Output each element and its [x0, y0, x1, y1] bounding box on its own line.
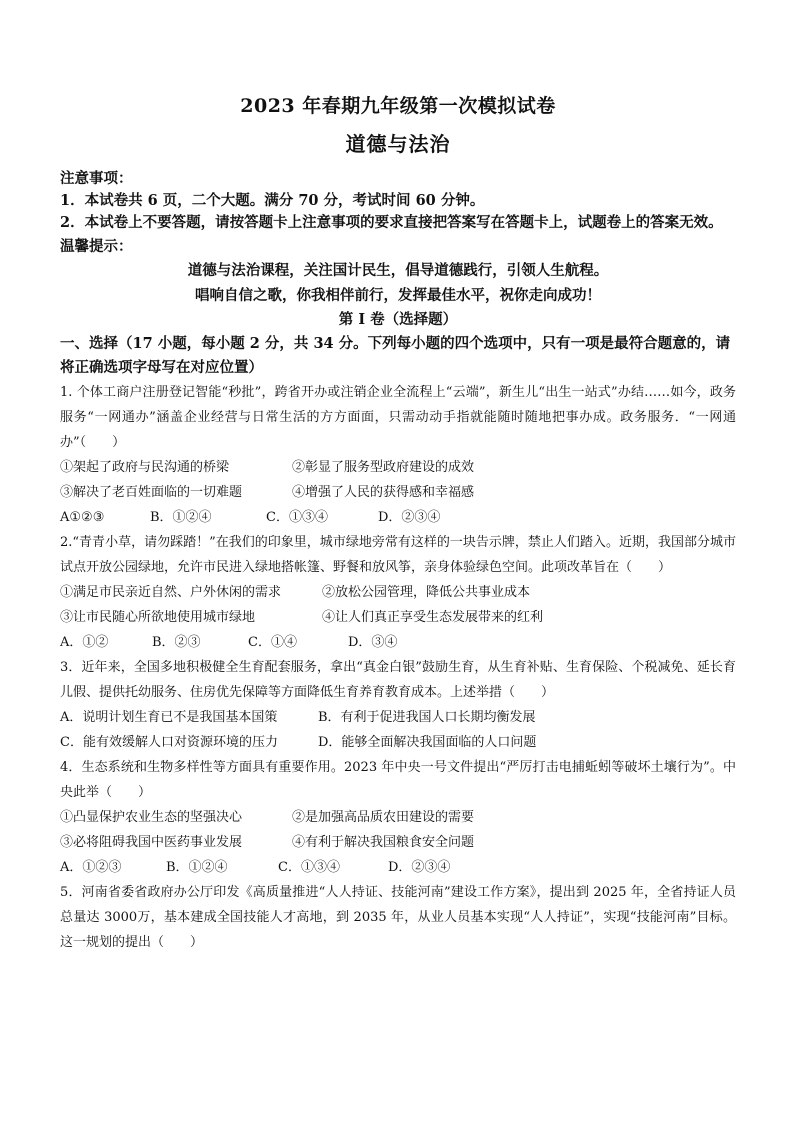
statement-item: ①凸显保护农业生态的坚强决心 — [60, 810, 243, 825]
statement-item: ①满足市民亲近自然、户外休闲的需求 — [60, 585, 282, 600]
notice-item: 2．本试卷上不要答题，请按答题卡上注意事项的要求直接把答案写在答题卡上，试题卷上的答案无效。 — [60, 214, 723, 231]
choice-d: D．②③④ — [388, 860, 451, 875]
question-4 — [60, 755, 736, 880]
statement-row — [60, 605, 736, 630]
tips-line: 道德与法治课程，关注国计民生，倡导道德践行，引领人生航程。 — [187, 262, 609, 279]
question-stem: 5．河南省委省政府办公厅印发《高质量推进“人人持证、技能河南”建设工作方案》，提出到 2025 年，全省持证人员总量达 3000万，基本建成全国技能人才高地，到 2035 年，从业人员基本实现“人人持证”，实现“技能河南”目标。这一规划的提出（ ） — [60, 885, 736, 950]
statement-item: ④有利于解决我国粮食安全问题 — [292, 835, 475, 850]
statement-item: ③让市民随心所欲地使用城市绿地 — [60, 610, 256, 625]
notice-heading: 注意事项： — [60, 170, 133, 187]
section-title: 第 I 卷（选择题） — [338, 311, 458, 328]
choice-c: C．①③④ — [266, 510, 328, 525]
choice-a: A．①②③ — [60, 860, 122, 875]
question-stem: 2.“青青小草，请勿踩踏！”在我们的印象里，城市绿地旁常有这样的一块告示牌，禁止人们踏入。近期，我国部分城市试点开放公园绿地，允许市民进入绿地搭帐篷、野餐和放风筝，亲身体验绿色空间。此项改革旨在（ ） — [60, 535, 736, 575]
statement-item: ④增强了人民的获得感和幸福感 — [292, 485, 475, 500]
question-5 — [60, 880, 736, 955]
choice-row — [60, 505, 736, 530]
choice-a: A①②③ — [60, 510, 105, 525]
choice-row — [60, 730, 736, 755]
choice-a: A．①② — [60, 635, 109, 650]
statement-row — [60, 480, 736, 505]
choice-b: B．①②④ — [166, 860, 228, 875]
choice-row — [60, 855, 736, 880]
statement-item: ④让人们真正享受生态发展带来的红利 — [322, 610, 544, 625]
exam-page — [60, 94, 736, 955]
choice-a: A．说明计划生育已不是我国基本国策 — [60, 710, 278, 725]
question-stem: 1. 个体工商户注册登记智能“秒批”，跨省开办或注销企业全流程上“云端”，新生儿“出生一站式”办结……如今，政务服务“一网通办”涵盖企业经营与日常生活的方方面面，只需动动手指就能随时随地把事办成。政务服务．“一网通办”（ ） — [60, 385, 736, 450]
tips-line: 唱响自信之歌，你我相伴前行，发挥最佳水平，祝你走向成功！ — [195, 287, 601, 304]
choice-row — [60, 705, 736, 730]
choice-b: B．①②④ — [150, 510, 212, 525]
statement-item: ②放松公园管理，降低公共事业成本 — [322, 585, 531, 600]
choice-c: C．①④ — [248, 635, 297, 650]
statement-item: ②是加强高品质农田建设的需要 — [292, 810, 475, 825]
choice-b: B．有利于促进我国人口长期均衡发展 — [318, 710, 536, 725]
statement-item: ①架起了政府与民沟通的桥梁 — [60, 460, 230, 475]
question-1 — [60, 380, 736, 530]
question-3 — [60, 655, 736, 755]
statement-row — [60, 805, 736, 830]
choice-b: B．②③ — [152, 635, 201, 650]
choice-row — [60, 630, 736, 655]
statement-row — [60, 830, 736, 855]
exam-title: 2023 年春期九年级第一次模拟试卷 — [240, 95, 556, 117]
choice-c: C．①③④ — [278, 860, 340, 875]
statement-item: ③解决了老百姓面临的一切难题 — [60, 485, 243, 500]
choice-d: D．③④ — [348, 635, 398, 650]
question-2 — [60, 530, 736, 655]
notice-item: 1．本试卷共 6 页，二个大题。满分 70 分，考试时间 60 分钟。 — [60, 192, 485, 209]
choice-c: C．能有效缓解人口对资源环境的压力 — [60, 735, 278, 750]
question-stem: 4．生态系统和生物多样性等方面具有重要作用。2023 年中央一号文件提出“严厉打击电捕蚯蚓等破坏土壤行为”。中央此举（ ） — [60, 760, 736, 800]
section-instruction: 一、选择（17 小题，每小题 2 分，共 34 分。下列每小题的四个选项中，只有一项是最符合题意的，请将正确选项字母写在对应位置） — [60, 335, 731, 376]
statement-item: ③必将阻碍我国中医药事业发展 — [60, 835, 243, 850]
statement-item: ②彰显了服务型政府建设的成效 — [292, 460, 475, 475]
choice-d: D．②③④ — [378, 510, 441, 525]
question-stem: 3．近年来，全国多地积极健全生育配套服务，拿出“真金白银”鼓励生育，从生育补贴、生育保险、个税减免、延长育儿假、提供托幼服务、住房优先保障等方面降低生育养育教育成本。上述举措（ ） — [60, 660, 736, 700]
statement-row — [60, 580, 736, 605]
tips-heading: 温馨提示： — [60, 238, 133, 255]
subject-title: 道德与法治 — [345, 132, 451, 156]
choice-d: D．能够全面解决我国面临的人口问题 — [318, 735, 537, 750]
statement-row — [60, 455, 736, 480]
